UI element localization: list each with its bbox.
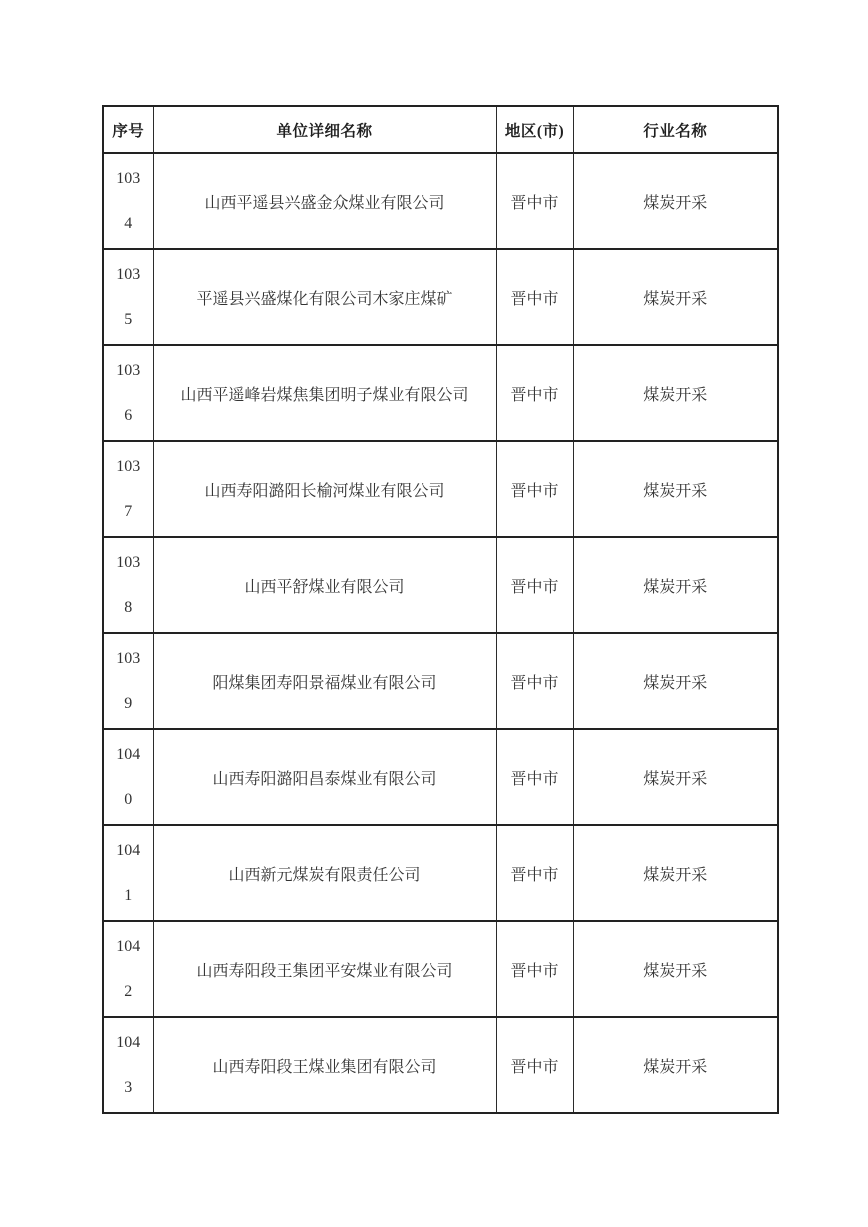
cell-company-name: 山西寿阳段王煤业集团有限公司 [153, 1017, 496, 1113]
table-row [103, 153, 778, 249]
header-cell-city: 地区(市) [496, 106, 573, 153]
cell-serial [103, 345, 153, 441]
header-cell-name: 单位详细名称 [153, 106, 496, 153]
table-row [103, 441, 778, 537]
cell-city: 晋中市 [496, 633, 573, 729]
cell-industry: 煤炭开采 [573, 345, 778, 441]
header-cell-industry: 行业名称 [573, 106, 778, 153]
cell-company-name: 山西平遥峰岩煤焦集团明子煤业有限公司 [153, 345, 496, 441]
table-row [103, 729, 778, 825]
serial-line-bottom: 4 [124, 215, 133, 232]
cell-city: 晋中市 [496, 729, 573, 825]
cell-industry: 煤炭开采 [573, 1017, 778, 1113]
serial-line-bottom: 2 [124, 983, 133, 1000]
cell-industry: 煤炭开采 [573, 729, 778, 825]
cell-serial [103, 441, 153, 537]
table-row [103, 249, 778, 345]
cell-city: 晋中市 [496, 1017, 573, 1113]
serial-line-bottom: 5 [124, 311, 133, 328]
serial-line-top: 103 [116, 266, 141, 283]
cell-company-name: 阳煤集团寿阳景福煤业有限公司 [153, 633, 496, 729]
cell-city: 晋中市 [496, 249, 573, 345]
cell-city: 晋中市 [496, 153, 573, 249]
cell-city: 晋中市 [496, 921, 573, 1017]
table-body [103, 153, 778, 1113]
serial-line-top: 103 [116, 554, 141, 571]
table-row [103, 921, 778, 1017]
serial-line-bottom: 9 [124, 695, 133, 712]
cell-industry: 煤炭开采 [573, 633, 778, 729]
serial-line-bottom: 6 [124, 407, 133, 424]
cell-serial [103, 729, 153, 825]
cell-industry: 煤炭开采 [573, 441, 778, 537]
serial-line-top: 103 [116, 170, 141, 187]
cell-serial [103, 921, 153, 1017]
serial-line-top: 104 [116, 746, 141, 763]
serial-line-top: 104 [116, 938, 141, 955]
table-row [103, 345, 778, 441]
cell-city: 晋中市 [496, 537, 573, 633]
serial-line-top: 103 [116, 650, 141, 667]
table-header-row [103, 106, 778, 153]
header-cell-serial: 序号 [103, 106, 153, 153]
cell-company-name: 山西寿阳潞阳昌泰煤业有限公司 [153, 729, 496, 825]
cell-industry: 煤炭开采 [573, 825, 778, 921]
cell-industry: 煤炭开采 [573, 153, 778, 249]
cell-city: 晋中市 [496, 825, 573, 921]
cell-company-name: 山西平舒煤业有限公司 [153, 537, 496, 633]
cell-industry: 煤炭开采 [573, 921, 778, 1017]
table-row [103, 537, 778, 633]
cell-city: 晋中市 [496, 345, 573, 441]
serial-line-top: 103 [116, 458, 141, 475]
cell-company-name: 山西新元煤炭有限责任公司 [153, 825, 496, 921]
cell-serial [103, 249, 153, 345]
cell-serial [103, 825, 153, 921]
company-table [102, 105, 779, 1114]
cell-company-name: 山西寿阳潞阳长榆河煤业有限公司 [153, 441, 496, 537]
serial-line-top: 103 [116, 362, 141, 379]
serial-line-bottom: 1 [124, 887, 133, 904]
serial-line-top: 104 [116, 842, 141, 859]
serial-line-bottom: 0 [124, 791, 133, 808]
cell-serial [103, 633, 153, 729]
serial-line-bottom: 7 [124, 503, 133, 520]
cell-company-name: 山西平遥县兴盛金众煤业有限公司 [153, 153, 496, 249]
cell-company-name: 平遥县兴盛煤化有限公司木家庄煤矿 [153, 249, 496, 345]
table-row [103, 1017, 778, 1113]
cell-serial [103, 153, 153, 249]
cell-serial [103, 537, 153, 633]
serial-line-bottom: 8 [124, 599, 133, 616]
cell-industry: 煤炭开采 [573, 537, 778, 633]
table-row [103, 825, 778, 921]
serial-line-bottom: 3 [124, 1079, 133, 1096]
serial-line-top: 104 [116, 1034, 141, 1051]
table-row [103, 633, 778, 729]
cell-industry: 煤炭开采 [573, 249, 778, 345]
cell-company-name: 山西寿阳段王集团平安煤业有限公司 [153, 921, 496, 1017]
cell-serial [103, 1017, 153, 1113]
cell-city: 晋中市 [496, 441, 573, 537]
